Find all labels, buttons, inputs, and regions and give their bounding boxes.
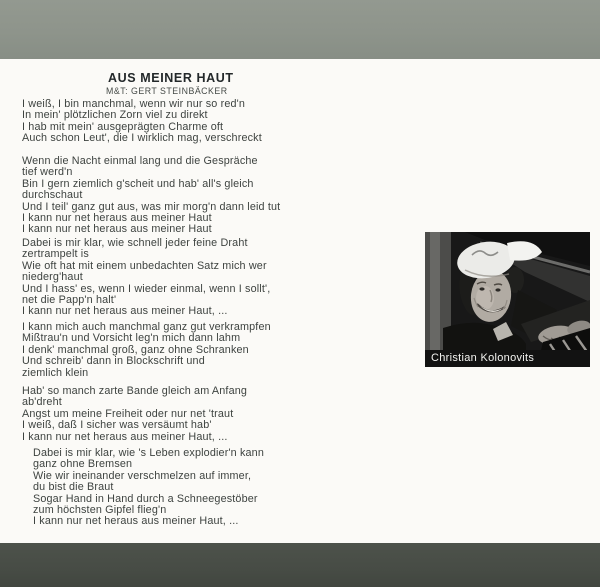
lyric-line: I denk' manchmal groß, ganz ohne Schranken bbox=[22, 343, 249, 356]
lyric-line: Dabei is mir klar, wie schnell jeder feine Draht bbox=[22, 237, 248, 249]
lyric-line: Mißtrau'n und Vorsicht leg'n mich dann lahm bbox=[22, 332, 241, 345]
lyric-line: Und schreib' dann in Blockschrift und bbox=[22, 355, 205, 368]
lyric-line: Bin I gern ziemlich g'scheit und hab' all's gleich bbox=[22, 177, 254, 190]
lyric-line: I kann nur net heraus aus meiner Haut bbox=[22, 223, 212, 236]
stanza-4 bbox=[22, 322, 382, 379]
lyric-line: Angst um meine Freiheit oder nur net 'traut bbox=[22, 407, 234, 420]
lyric-line: Sogar Hand in Hand durch a Schneegestöber bbox=[33, 492, 258, 505]
photo-christian-kolonovits bbox=[425, 232, 590, 367]
lyric-line: zertrampelt is bbox=[22, 248, 89, 261]
lyric-line: ab'dreht bbox=[22, 396, 62, 409]
stanza-3 bbox=[22, 238, 382, 318]
photo-illustration bbox=[425, 232, 590, 367]
lyric-line: Hab' so manch zarte Bande gleich am Anfang bbox=[22, 385, 248, 397]
lyric-line: I kann nur net heraus aus meiner Haut bbox=[22, 212, 212, 225]
photo-caption: Christian Kolonovits bbox=[425, 350, 590, 367]
lyric-line: I weiß, I bin manchmal, wenn wir nur so red'n bbox=[22, 98, 246, 110]
lyric-line: Und I teil' ganz gut aus, was mir morg'n dann leid tut bbox=[22, 200, 281, 213]
lyric-line: Auch schon Leut', die I wirklich mag, verschreckt bbox=[22, 132, 262, 145]
stanza-2 bbox=[22, 156, 382, 236]
lyric-line: I weiß, daß I sicher was versäumt hab' bbox=[22, 419, 212, 432]
lyric-line: Dabei is mir klar, wie 's Leben explodier'n kann bbox=[33, 447, 264, 459]
stanza-1 bbox=[22, 99, 382, 145]
lyric-line: I hab mit mein' ausgeprägten Charme oft bbox=[22, 120, 224, 133]
song-credit: M&T: GERT STEINBÄCKER bbox=[106, 86, 228, 96]
top-band bbox=[0, 0, 600, 59]
lyric-line: Wie oft hat mit einem unbedachten Satz mich wer bbox=[22, 259, 267, 272]
lyric-line: tief werd'n bbox=[22, 166, 73, 179]
lyric-line: ziemlich klein bbox=[22, 366, 89, 379]
lyric-line: zum höchsten Gipfel flieg'n bbox=[33, 504, 167, 517]
lyric-line: I kann mich auch manchmal ganz gut verkrampfen bbox=[22, 321, 271, 333]
bottom-band bbox=[0, 543, 600, 587]
lyric-line: In mein' plötzlichen Zorn viel zu direkt bbox=[22, 109, 208, 122]
lyric-line: Und I hass' es, wenn I wieder einmal, wenn I sollt', bbox=[22, 282, 271, 295]
stanza-5 bbox=[22, 386, 382, 443]
lyric-line: niederg'haut bbox=[22, 271, 83, 284]
song-title: AUS MEINER HAUT bbox=[108, 71, 234, 85]
lyric-line: Wenn die Nacht einmal lang und die Gespräche bbox=[22, 155, 258, 167]
lyric-line: Wie wir ineinander verschmelzen auf immer, bbox=[33, 469, 252, 482]
lyric-line: du bist die Braut bbox=[33, 481, 114, 494]
lyric-line: durchschaut bbox=[22, 189, 83, 202]
lyric-line: net die Papp'n halt' bbox=[22, 294, 117, 307]
lyric-line: I kann nur net heraus aus meiner Haut, ... bbox=[22, 305, 228, 318]
lyric-line: I kann nur net heraus aus meiner Haut, ... bbox=[22, 430, 228, 443]
stanza-6 bbox=[33, 448, 393, 528]
lyric-line: I kann nur net heraus aus meiner Haut, ... bbox=[33, 515, 239, 528]
lyric-line: ganz ohne Bremsen bbox=[33, 458, 133, 471]
